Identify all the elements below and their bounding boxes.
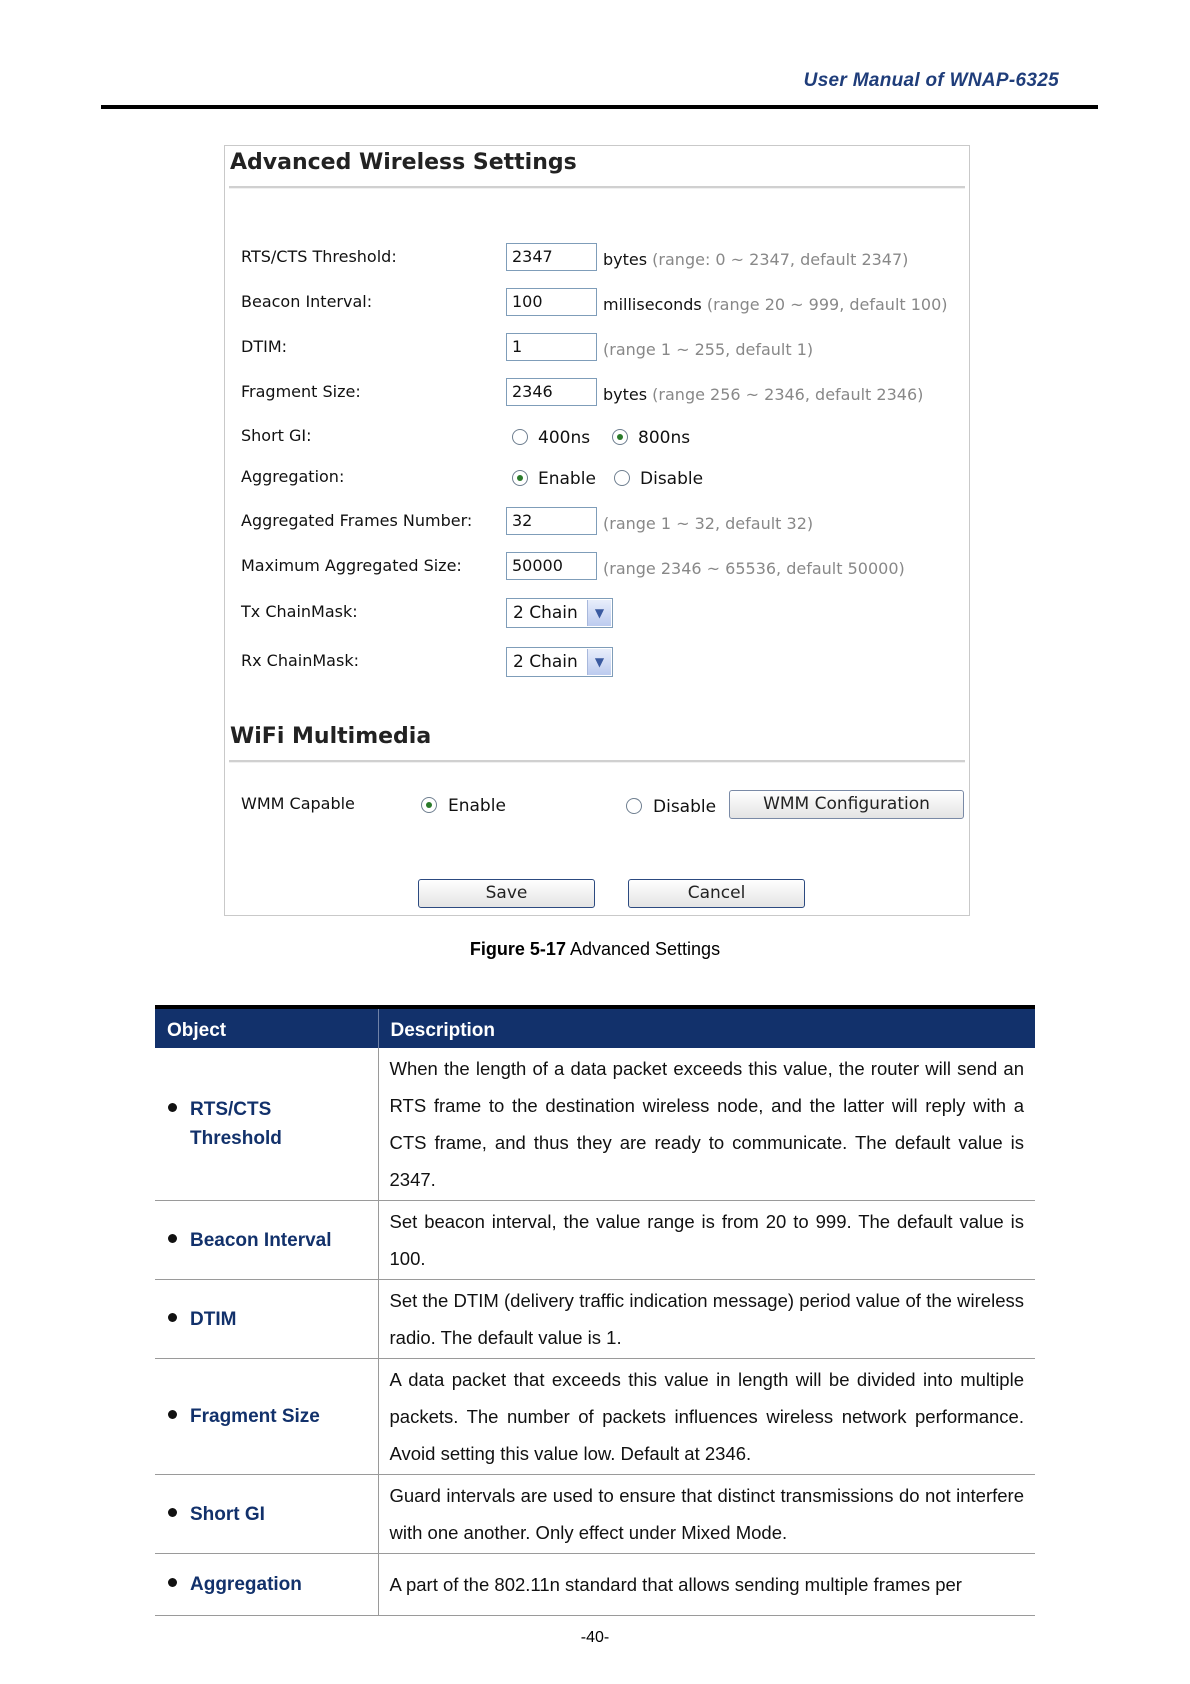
dtim-range: (range 1 ~ 255, default 1) (603, 340, 814, 359)
rx-chainmask-select[interactable] (506, 647, 613, 677)
fragment-label: Fragment Size: (241, 382, 361, 401)
description-cell: A part of the 802.11n standard that allows sending multiple frames per (378, 1554, 1035, 1616)
figure-number: Figure 5-17 (469, 939, 566, 959)
manual-header-title: User Manual of WNAP-6325 (803, 70, 1059, 91)
wmm-enable-label: Enable (448, 796, 506, 816)
cancel-button[interactable]: Cancel (628, 879, 805, 908)
bullet-icon (168, 1578, 177, 1587)
table-row (155, 1280, 1035, 1359)
fragment-unit: bytes (603, 385, 648, 404)
max-agg-range: (range 2346 ~ 65536, default 50000) (603, 559, 905, 578)
object-name: RTS/CTS Threshold (190, 1099, 282, 1149)
beacon-hint (603, 295, 948, 314)
beacon-interval-input[interactable]: 100 (506, 288, 597, 316)
table-row (155, 1475, 1035, 1554)
advanced-settings-screenshot (224, 145, 970, 916)
header-divider (101, 105, 1098, 109)
table-row (155, 1359, 1035, 1475)
short-gi-400-radio[interactable] (512, 429, 528, 445)
short-gi-800-radio[interactable] (612, 429, 628, 445)
wmm-configuration-button[interactable]: WMM Configuration (729, 790, 964, 819)
object-cell (155, 1201, 378, 1280)
object-name: Aggregation (190, 1574, 302, 1595)
aggregation-enable-label: Enable (538, 469, 596, 489)
aggregation-label: Aggregation: (241, 467, 345, 486)
short-gi-label: Short GI: (241, 426, 312, 445)
object-cell (155, 1048, 378, 1201)
description-table (155, 1009, 1035, 1616)
object-cell (155, 1359, 378, 1475)
column-header-object: Object (155, 1009, 378, 1048)
max-agg-label: Maximum Aggregated Size: (241, 556, 462, 575)
save-button[interactable]: Save (418, 879, 595, 908)
wmm-disable-radio[interactable] (626, 798, 642, 814)
rx-chain-label: Rx ChainMask: (241, 651, 359, 670)
aggregation-enable-radio[interactable] (512, 470, 528, 486)
panel-title: Advanced Wireless Settings (230, 150, 577, 175)
tx-chainmask-select[interactable] (506, 598, 613, 628)
max-agg-input[interactable]: 50000 (506, 552, 597, 580)
rts-label: RTS/CTS Threshold: (241, 247, 397, 266)
object-name: Short GI (190, 1503, 265, 1525)
title-divider (229, 186, 965, 189)
object-name: Beacon Interval (190, 1229, 332, 1251)
object-cell (155, 1280, 378, 1359)
description-cell: When the length of a data packet exceeds this value, the router will send an RTS frame to the destination wireless node, and the latter will reply with a CTS frame, and thus they are ready to communicate. The default value is 2347. (378, 1048, 1035, 1201)
aggregation-disable-label: Disable (640, 469, 704, 489)
object-name: DTIM (190, 1308, 237, 1330)
beacon-unit: milliseconds (603, 295, 702, 314)
short-gi-800-label: 800ns (638, 428, 691, 448)
rts-range: (range: 0 ~ 2347, default 2347) (652, 250, 909, 269)
description-cell: Set the DTIM (delivery traffic indication message) period value of the wireless radio. The default value is 1. (378, 1280, 1035, 1359)
fragment-hint (603, 385, 923, 404)
table-header-row (155, 1009, 1035, 1048)
table-row (155, 1554, 1035, 1616)
rts-threshold-input[interactable]: 2347 (506, 243, 597, 271)
table-row (155, 1048, 1035, 1201)
object-cell (155, 1475, 378, 1554)
fragment-range: (range 256 ~ 2346, default 2346) (652, 385, 924, 404)
bullet-icon (168, 1508, 177, 1517)
wmm-capable-label: WMM Capable (241, 794, 355, 813)
wmm-divider (229, 760, 965, 763)
wmm-disable-label: Disable (653, 797, 717, 817)
figure-caption (0, 939, 1190, 960)
bullet-icon (168, 1410, 177, 1419)
short-gi-400-label: 400ns (538, 428, 591, 448)
tx-chainmask-value: 2 Chain (513, 603, 578, 623)
page-number: -40- (580, 1629, 610, 1646)
object-cell (155, 1554, 378, 1616)
bullet-icon (168, 1103, 177, 1112)
beacon-label: Beacon Interval: (241, 292, 373, 311)
description-cell: A data packet that exceeds this value in length will be divided into multiple packets. The number of packets influences wireless network performance. Avoid setting this value low. Default at 2346. (378, 1359, 1035, 1475)
dtim-label: DTIM: (241, 337, 288, 356)
wmm-section-title: WiFi Multimedia (230, 724, 432, 749)
aggregation-disable-radio[interactable] (614, 470, 630, 486)
chevron-down-icon[interactable]: ▼ (587, 649, 611, 675)
agg-frames-range: (range 1 ~ 32, default 32) (603, 514, 814, 533)
rts-unit: bytes (603, 250, 648, 269)
rts-hint (603, 250, 908, 269)
dtim-input[interactable]: 1 (506, 333, 597, 361)
wmm-enable-radio[interactable] (421, 797, 437, 813)
description-cell: Set beacon interval, the value range is from 20 to 999. The default value is 100. (378, 1201, 1035, 1280)
column-header-description: Description (378, 1009, 1035, 1048)
description-cell: Guard intervals are used to ensure that distinct transmissions do not interfere with one another. Only effect under Mixed Mode. (378, 1475, 1035, 1554)
fragment-size-input[interactable]: 2346 (506, 378, 597, 406)
chevron-down-icon[interactable]: ▼ (587, 600, 611, 626)
rx-chainmask-value: 2 Chain (513, 652, 578, 672)
object-name: Fragment Size (190, 1406, 320, 1427)
beacon-range: (range 20 ~ 999, default 100) (706, 295, 948, 314)
figure-caption-text: Advanced Settings (569, 939, 721, 959)
table-row (155, 1201, 1035, 1280)
agg-frames-label: Aggregated Frames Number: (241, 511, 473, 530)
tx-chain-label: Tx ChainMask: (241, 602, 358, 621)
agg-frames-input[interactable]: 32 (506, 507, 597, 535)
bullet-icon (168, 1234, 177, 1243)
bullet-icon (168, 1313, 177, 1322)
